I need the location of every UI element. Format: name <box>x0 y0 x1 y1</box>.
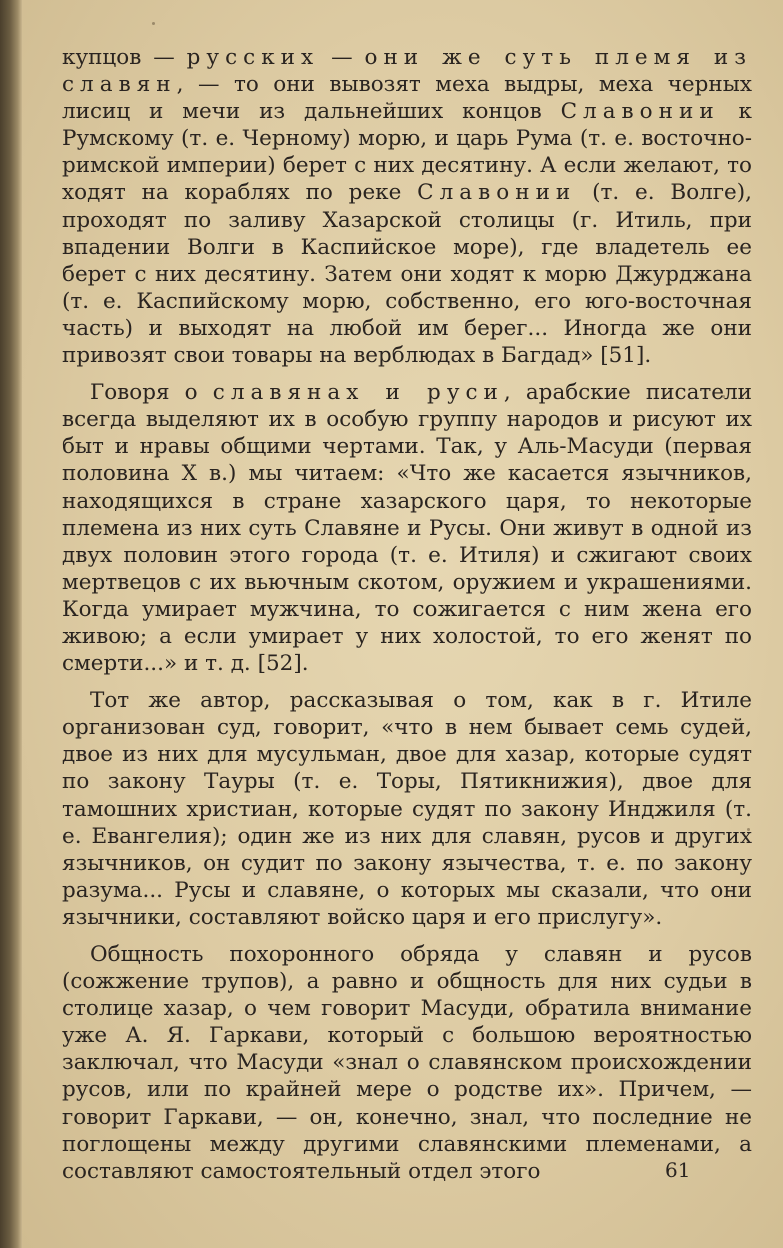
book-page <box>22 0 783 1248</box>
text-run: Тот же автор, рассказывая о том, как в г. Итиле организован суд, говорит, «что в нем бывает семь судей, двое из них для мусульман, двое для хазар, которые судят по закону Тауры (т. е. Торы, Пятикнижия), двое для тамошних христиан, которые судят по закону Инджиля (т. е. Евангелия); один же из них для славян, русов и других язычников, он судит по закону язычества, т. е. по закону разума... Русы и славяне, о которых мы сказали, что они язычники, составляют войско царя и его прислугу». <box>62 688 752 930</box>
spaced-emphasis-text: славянах и руси <box>212 380 504 406</box>
spaced-emphasis-text: русских <box>186 45 320 70</box>
text-run: Говоря о <box>90 380 213 406</box>
body-text <box>62 44 752 1195</box>
text-run: , арабские писатели всегда выделяют их в особую группу народов и рисуют их быт и нравы общими чертами. Так, у Аль-Масуди (первая половина X в.) мы читаем: «Что же касается язычников, находящихся в стране хазарского царя, то некоторые племена из них суть Славяне и Русы. Они живут в одной из двух половин этого города (т. е. Итиля) и сжигают своих мертвецов с их вьючным скотом, оружием и украшениями. Когда умирает мужчина, то сожигается с ним жена его живою; а если умирает у них холостой, то его женят по смерти...» и т. д. [52]. <box>62 380 752 677</box>
paper-speck <box>152 22 155 25</box>
paragraph <box>62 941 752 1185</box>
text-run: , — то они вывозят меха выдры, меха черных лисиц и мечи из дальнейших концов <box>62 72 752 125</box>
spaced-emphasis-text: Славонии <box>417 180 577 206</box>
text-run: — <box>319 45 365 70</box>
spaced-emphasis-text: они же суть племя из славян <box>62 45 752 98</box>
spaced-emphasis-text: Славонии <box>560 99 720 125</box>
paragraph <box>62 687 752 931</box>
text-run: (т. е. Волге), проходят по заливу Хазарской столицы (г. Итиль, при впадении Волги в Каспийское море), где владетель ее берет с них десятину. Затем они ходят к морю Джурджана (т. е. Каспийскому морю, собственно, его юго-восточная часть) и выходят на любой им берег... Иногда же они привозят свои товары на верблюдах в Багдад» [51]. <box>62 180 752 369</box>
paragraph <box>62 44 752 369</box>
book-spine-shadow <box>0 0 22 1248</box>
text-run: Общность похоронного обряда у славян и русов (сожжение трупов), а равно и общность для них судьи в столице хазар, о чем говорит Масуди, обратила внимание уже А. Я. Гаркави, который с большою вероятностью заключал, что Масуди «знал о славянском происхождении русов, или по крайней мере о родстве их». Причем, — говорит Гаркави, — он, конечно, знал, что последние не поглощены между другими славянскими племенами, а составляют самостоятельный отдел этого <box>62 942 752 1184</box>
page-number: 61 <box>665 1158 691 1182</box>
text-run: к Румскому (т. е. Черному) морю, и царь Рума (т. е. восточно-римской империи) берет с них десятину. А если желают, то ходят на кораблях по реке <box>62 99 752 206</box>
paragraph <box>62 379 752 677</box>
text-run: купцов — <box>62 45 187 70</box>
